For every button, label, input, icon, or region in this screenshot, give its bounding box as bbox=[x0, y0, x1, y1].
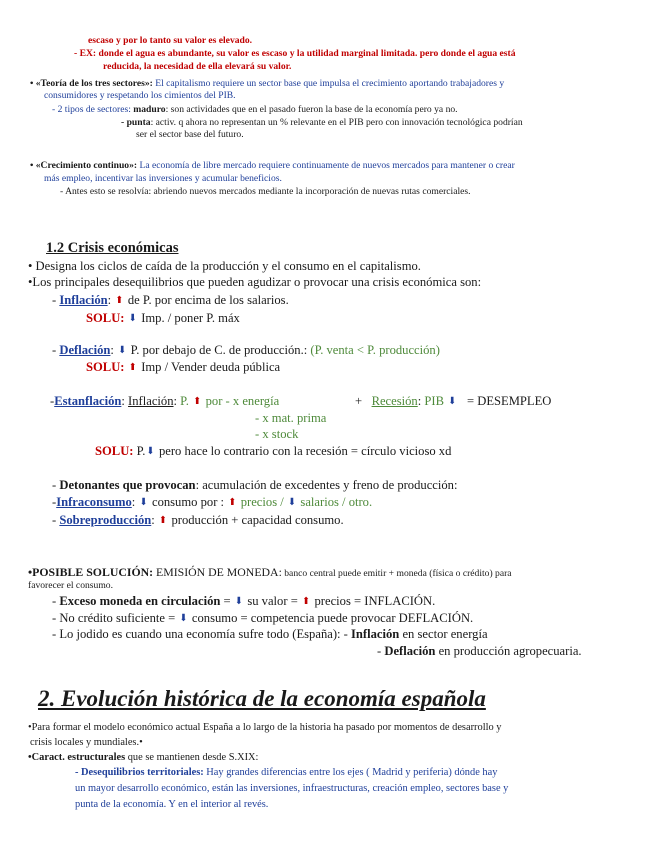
note-line: más empleo, incentivar las inversiones y acumular beneficios. bbox=[44, 173, 282, 184]
body-line: punta de la economía. Y en el interior al revés. bbox=[75, 799, 269, 810]
inflation-solution bbox=[86, 311, 240, 325]
growth-text: La economía de libre mercado requiere continuamente de nuevos mercados para mantener o crear bbox=[137, 160, 515, 171]
spain-inflation: Inflación bbox=[351, 627, 400, 641]
structural-line bbox=[28, 752, 258, 764]
stagflation-energy: por - x energía bbox=[202, 394, 280, 408]
up-arrow-icon: ⬆ bbox=[115, 295, 124, 306]
up-arrow-icon: ⬆ bbox=[128, 362, 138, 373]
solution-label: •POSIBLE SOLUCIÓN: bbox=[28, 565, 154, 579]
stagflation-recession: + Recesión: PIB ⬇ = DESEMPLEO bbox=[355, 394, 552, 408]
continuous-growth bbox=[30, 160, 515, 171]
note-line: reducida, la necesidad de ella elevará su valor. bbox=[103, 61, 292, 72]
excess-money-label: Exceso moneda en circulación bbox=[59, 594, 221, 608]
excess-value: su valor = bbox=[244, 594, 301, 608]
solu-label: SOLU: bbox=[95, 444, 134, 458]
note-line: - Antes esto se resolvía: abriendo nuevos mercados mediante la incorporación de nuevas rutas comerciales. bbox=[60, 186, 471, 197]
punta-label: - punta bbox=[121, 117, 151, 128]
spain-pre: - Lo jodido es cuando una economía sufre todo (España): - bbox=[52, 627, 352, 641]
unemployment: = DESEMPLEO bbox=[466, 394, 552, 408]
recession-label: Recesión bbox=[371, 394, 418, 408]
inflation-text: de P. por encima de los salarios. bbox=[124, 293, 289, 307]
overproduction-line: - Sobreproducción: ⬆ producción + capacidad consumo. bbox=[52, 513, 344, 527]
inflation-line: - Inflación: ⬆ de P. por encima de los salarios. bbox=[52, 293, 289, 307]
section-title-2: 2. Evolución histórica de la economía española bbox=[38, 686, 486, 711]
overproduction-label: Sobreproducción bbox=[59, 513, 152, 527]
body-line: crisis locales y mundiales.• bbox=[30, 737, 143, 748]
down-arrow-icon: ⬇ bbox=[287, 497, 297, 508]
up-arrow-icon: ⬆ bbox=[301, 596, 311, 607]
excess-eq: = bbox=[220, 594, 234, 608]
note-line: ser el sector base del futuro. bbox=[136, 129, 244, 140]
down-arrow-icon: ⬇ bbox=[448, 396, 457, 407]
triggers-text: : acumulación de excedentes y freno de producción: bbox=[195, 478, 458, 492]
solution-small: banco central puede emitir + moneda (física o crédito) para bbox=[281, 568, 512, 579]
stagflation-inflation: Inflación bbox=[128, 394, 174, 408]
body-line: - x mat. prima bbox=[255, 411, 327, 425]
spain-inflation-post: en sector energía bbox=[399, 627, 488, 641]
up-arrow-icon: ⬆ bbox=[158, 515, 168, 526]
down-arrow-icon: ⬇ bbox=[139, 497, 148, 508]
growth-label: • «Crecimiento continuo»: bbox=[30, 160, 138, 171]
theory-text: El capitalismo requiere un sector base que impulsa el crecimiento aportando trabajadores y bbox=[152, 78, 505, 89]
down-arrow-icon: ⬇ bbox=[179, 613, 188, 624]
body-line: - x stock bbox=[255, 427, 299, 441]
underconsumption-wages: salarios / otro. bbox=[297, 495, 373, 509]
overproduction-text: producción + capacidad consumo. bbox=[168, 513, 344, 527]
down-arrow-icon: ⬇ bbox=[234, 596, 244, 607]
body-line: un mayor desarrollo económico, están las inversiones, infraestructuras, creación empleo, sectores base y bbox=[75, 783, 509, 794]
no-credit-post: consumo = competencia puede provocar DEFLACIÓN. bbox=[188, 611, 474, 625]
solu-text: pero hace lo contrario con la recesión = círculo vicioso xd bbox=[155, 444, 452, 458]
solu-label: SOLU: bbox=[86, 360, 125, 374]
deflation-paren: (P. venta < P. producción) bbox=[307, 343, 440, 357]
no-credit-line bbox=[52, 611, 473, 625]
mature-label: maduro bbox=[133, 104, 166, 115]
spain-deflation-post: en producción agropecuaria. bbox=[435, 644, 582, 658]
spain-deflation: Deflación bbox=[384, 644, 436, 658]
section-title: 1.2 Crisis económicas bbox=[46, 240, 179, 256]
down-arrow-icon: ⬇ bbox=[146, 446, 155, 457]
excess-prices: precios = INFLACIÓN. bbox=[311, 594, 436, 608]
possible-solution bbox=[28, 563, 512, 581]
underconsumption-prices: precios / bbox=[237, 495, 287, 509]
deflation-label: Deflación bbox=[59, 343, 111, 357]
triggers-line: - Detonantes que provocan: acumulación de excedentes y freno de producción: bbox=[52, 478, 458, 492]
body-line: favorecer el consumo. bbox=[28, 580, 113, 591]
down-arrow-icon: ⬇ bbox=[128, 313, 138, 324]
solu-label: SOLU: bbox=[86, 311, 125, 325]
territorial-line bbox=[75, 767, 497, 779]
no-credit-pre: - No crédito suficiente = bbox=[52, 611, 179, 625]
underconsumption-pre: consumo por : bbox=[148, 495, 228, 509]
spain-deflation-line: - Deflación en producción agropecuaria. bbox=[377, 644, 582, 658]
body-line: •Para formar el modelo económico actual España a lo largo de la historia ha pasado por momentos de desarrollo y bbox=[28, 722, 502, 733]
plus-sign: + bbox=[355, 394, 363, 408]
solu-text: Imp / Vender deuda pública bbox=[138, 360, 281, 374]
up-arrow-icon: ⬆ bbox=[228, 497, 237, 508]
deflation-line: - Deflación: ⬇ P. por debajo de C. de producción.: (P. venta < P. producción) bbox=[52, 343, 440, 357]
triggers-label: Detonantes que provocan bbox=[59, 478, 196, 492]
territorial-text: Hay grandes diferencias entre los ejes ( Madrid y periferia) dónde hay bbox=[203, 767, 498, 778]
body-line: •Los principales desequilibrios que pueden agudizar o provocar una crisis económica son: bbox=[28, 275, 482, 289]
down-arrow-icon: ⬇ bbox=[118, 345, 127, 356]
body-line: • Designa los ciclos de caída de la producción y el consumo en el capitalismo. bbox=[28, 259, 421, 273]
note-line: - EX: donde el agua es abundante, su valor es escaso y la utilidad marginal limitada. pero donde el agua está bbox=[74, 48, 516, 59]
spain-line bbox=[52, 627, 488, 641]
underconsumption-line: -Infraconsumo: ⬇ consumo por : ⬆ precios / ⬇ salarios / otro. bbox=[52, 495, 373, 509]
structural-text: que se mantienen desde S.XIX: bbox=[125, 752, 259, 763]
solu-text: Imp. / poner P. máx bbox=[138, 311, 240, 325]
theory-three-sectors bbox=[30, 78, 504, 89]
sector-types-label: - 2 tipos de sectores: bbox=[52, 104, 134, 115]
inflation-label: Inflación bbox=[59, 293, 108, 307]
stagflation-solution bbox=[95, 444, 451, 458]
stagflation-line: -Estanflación: Inflación: P. ⬆ por - x energía bbox=[50, 394, 280, 408]
stagflation-label: Estanflación bbox=[54, 394, 122, 408]
note-line bbox=[121, 117, 523, 128]
solu-p: P. bbox=[133, 444, 146, 458]
note-line: consumidores y respetando los cimientos del PIB. bbox=[44, 90, 236, 101]
deflation-solution bbox=[86, 360, 280, 374]
stagflation-p: P. bbox=[177, 394, 193, 408]
punta-text: : activ. q ahora no representan un % relevante en el PIB pero con innovación tecnológica podrían bbox=[150, 117, 523, 128]
deflation-text: P. por debajo de C. de producción.: bbox=[127, 343, 308, 357]
excess-money-line: - Exceso moneda en circulación = ⬇ su valor = ⬆ precios = INFLACIÓN. bbox=[52, 594, 436, 608]
theory-label: • «Teoría de los tres sectores»: bbox=[30, 78, 153, 89]
mature-text: : son actividades que en el pasado fueron la base de la economía pero ya no. bbox=[165, 104, 458, 115]
recession-pib: PIB bbox=[421, 394, 448, 408]
up-arrow-icon: ⬆ bbox=[193, 396, 202, 407]
note-line: escaso y por lo tanto su valor es elevado. bbox=[88, 35, 253, 46]
territorial-label: - Desequilibrios territoriales: bbox=[75, 767, 204, 778]
structural-label: •Caract. estructurales bbox=[28, 752, 126, 763]
solution-main: EMISIÓN DE MONEDA: bbox=[153, 565, 282, 579]
underconsumption-label: Infraconsumo bbox=[56, 495, 132, 509]
note-line bbox=[52, 104, 458, 115]
